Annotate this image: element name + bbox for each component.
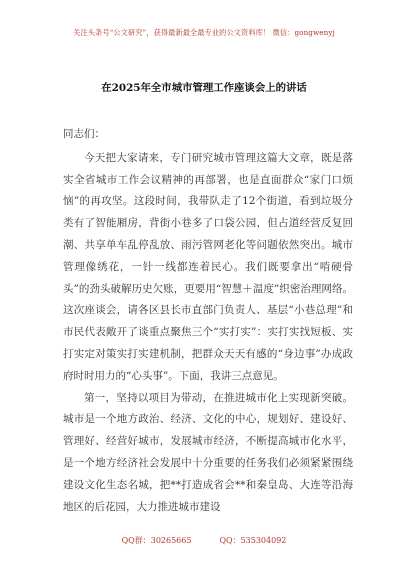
document-body — [63, 124, 353, 518]
paragraph-intro: 今天把大家请来，专门研究城市管理这篇大文章，既是落实全省城市工作会议精神的再部署，也是直面群众“家门口烦恼”的再攻坚。这段时间，我带队走了12个街道，看到垃圾分类有了智能厢房，背街小巷多了口袋公园，但占道经营反复回潮、共享单车乱停乱放、雨污管网老化等问题依然突出。城市管理像绣花，一针一线都连着民心。我们既要拿出“啃硬骨头”的劲头破解历史欠账，更要用“智慧＋温度”织密治理网络。这次座谈会，请各区县长市直部门负责人、基层“小巷总理”和市民代表敞开了谈重点聚焦三个“实打实”：实打实找短板、实打实定对策实打实建机制，把群众天天有感的“身边事”办成政府时时用力的“心头事”。下面，我讲三点意见。 — [63, 151, 353, 382]
paragraph-first-point: 第一，坚持以项目为带动，在推进城市化上实现新突破。城市是一个地方政治、经济、文化的中心，规划好、建设好、管理好、经营好城市，发展城市经济，不断提高城市化水平，是一个地方经济社会发展中十分重要的任务我们必须紧紧围绕建设文化生态名城，把**打造成省会**和秦皇岛、大连等沿海地区的后花园，大力推进城市建设 — [63, 391, 353, 513]
document-title: 在2025年全市城市管理工作座谈会上的讲话 — [101, 82, 307, 94]
qq-group-text: QQ群：30265665 — [121, 536, 192, 545]
salutation: 同志们： — [63, 128, 105, 140]
contact-footer — [0, 535, 408, 546]
promo-banner: 关注头条号“公文研究”，获得最新最全最专业的公文资料库！ 微信：gongwenyj — [73, 28, 335, 37]
qq-number-text: QQ：535304092 — [219, 536, 287, 545]
